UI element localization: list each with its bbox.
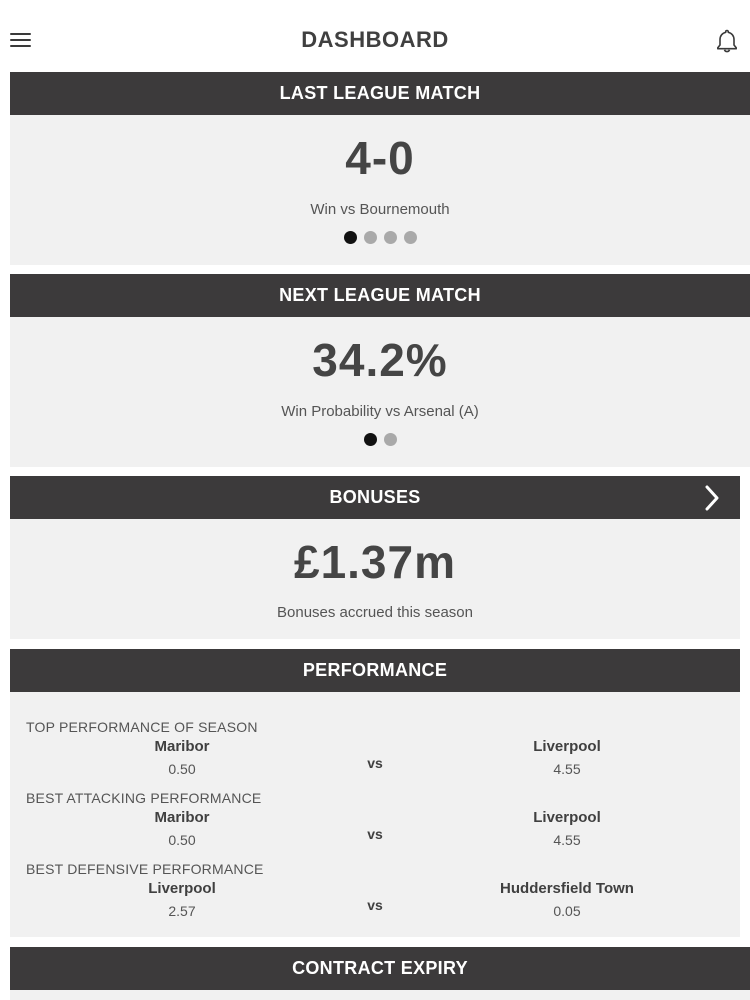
vs-label: vs xyxy=(367,897,383,913)
pager-dot[interactable] xyxy=(384,231,397,244)
performance-category: BEST DEFENSIVE PERFORMANCE xyxy=(26,861,264,877)
team-a-name: Maribor xyxy=(154,809,210,826)
contract-expiry-card xyxy=(10,990,750,1000)
bonuses-value: £1.37m xyxy=(293,536,456,588)
vs-label: vs xyxy=(367,755,383,771)
contract-expiry-header xyxy=(10,947,750,990)
performance-row xyxy=(10,719,740,785)
page-title: DASHBOARD xyxy=(301,27,449,52)
team-b-name: Huddersfield Town xyxy=(500,880,634,897)
pager-dot[interactable] xyxy=(364,433,377,446)
team-b-name: Liverpool xyxy=(533,809,601,826)
performance-row xyxy=(10,790,740,856)
performance-title: PERFORMANCE xyxy=(302,660,448,680)
bonuses-title: BONUSES xyxy=(329,487,421,507)
last-match-title: LAST LEAGUE MATCH xyxy=(279,83,481,103)
contract-expiry-title: CONTRACT EXPIRY xyxy=(292,958,468,978)
next-match-pager xyxy=(10,433,750,446)
performance-card xyxy=(10,692,740,937)
team-a-name: Maribor xyxy=(154,738,210,755)
top-bar xyxy=(0,0,750,72)
pager-dot[interactable] xyxy=(364,231,377,244)
chevron-right-icon[interactable] xyxy=(692,476,732,519)
win-probability-value: 34.2% xyxy=(312,334,448,386)
team-a-name: Liverpool xyxy=(148,880,216,897)
team-a-score: 0.50 xyxy=(168,761,196,777)
performance-category: TOP PERFORMANCE OF SEASON xyxy=(26,719,258,735)
pager-dot[interactable] xyxy=(404,231,417,244)
pager-dot[interactable] xyxy=(384,433,397,446)
next-match-header xyxy=(10,274,750,317)
last-match-description: Win vs Bournemouth xyxy=(310,201,450,218)
next-match-card[interactable] xyxy=(10,317,750,467)
team-a-score: 0.50 xyxy=(168,832,196,848)
team-b-score: 4.55 xyxy=(553,832,581,848)
team-a-score: 2.57 xyxy=(168,903,196,919)
pager-dot[interactable] xyxy=(344,231,357,244)
last-match-score: 4-0 xyxy=(345,132,415,184)
bonuses-header[interactable] xyxy=(10,476,740,519)
bonuses-card[interactable] xyxy=(10,519,740,639)
team-b-name: Liverpool xyxy=(533,738,601,755)
team-b-score: 0.05 xyxy=(553,903,581,919)
last-match-card[interactable] xyxy=(10,115,750,265)
bonuses-description: Bonuses accrued this season xyxy=(277,604,473,621)
next-match-description: Win Probability vs Arsenal (A) xyxy=(281,403,479,420)
next-match-title: NEXT LEAGUE MATCH xyxy=(279,285,481,305)
performance-row xyxy=(10,861,740,927)
team-b-score: 4.55 xyxy=(553,761,581,777)
last-match-header xyxy=(10,72,750,115)
performance-category: BEST ATTACKING PERFORMANCE xyxy=(26,790,262,806)
last-match-pager xyxy=(10,231,750,244)
vs-label: vs xyxy=(367,826,383,842)
performance-header xyxy=(10,649,740,692)
bell-icon[interactable] xyxy=(714,28,740,54)
